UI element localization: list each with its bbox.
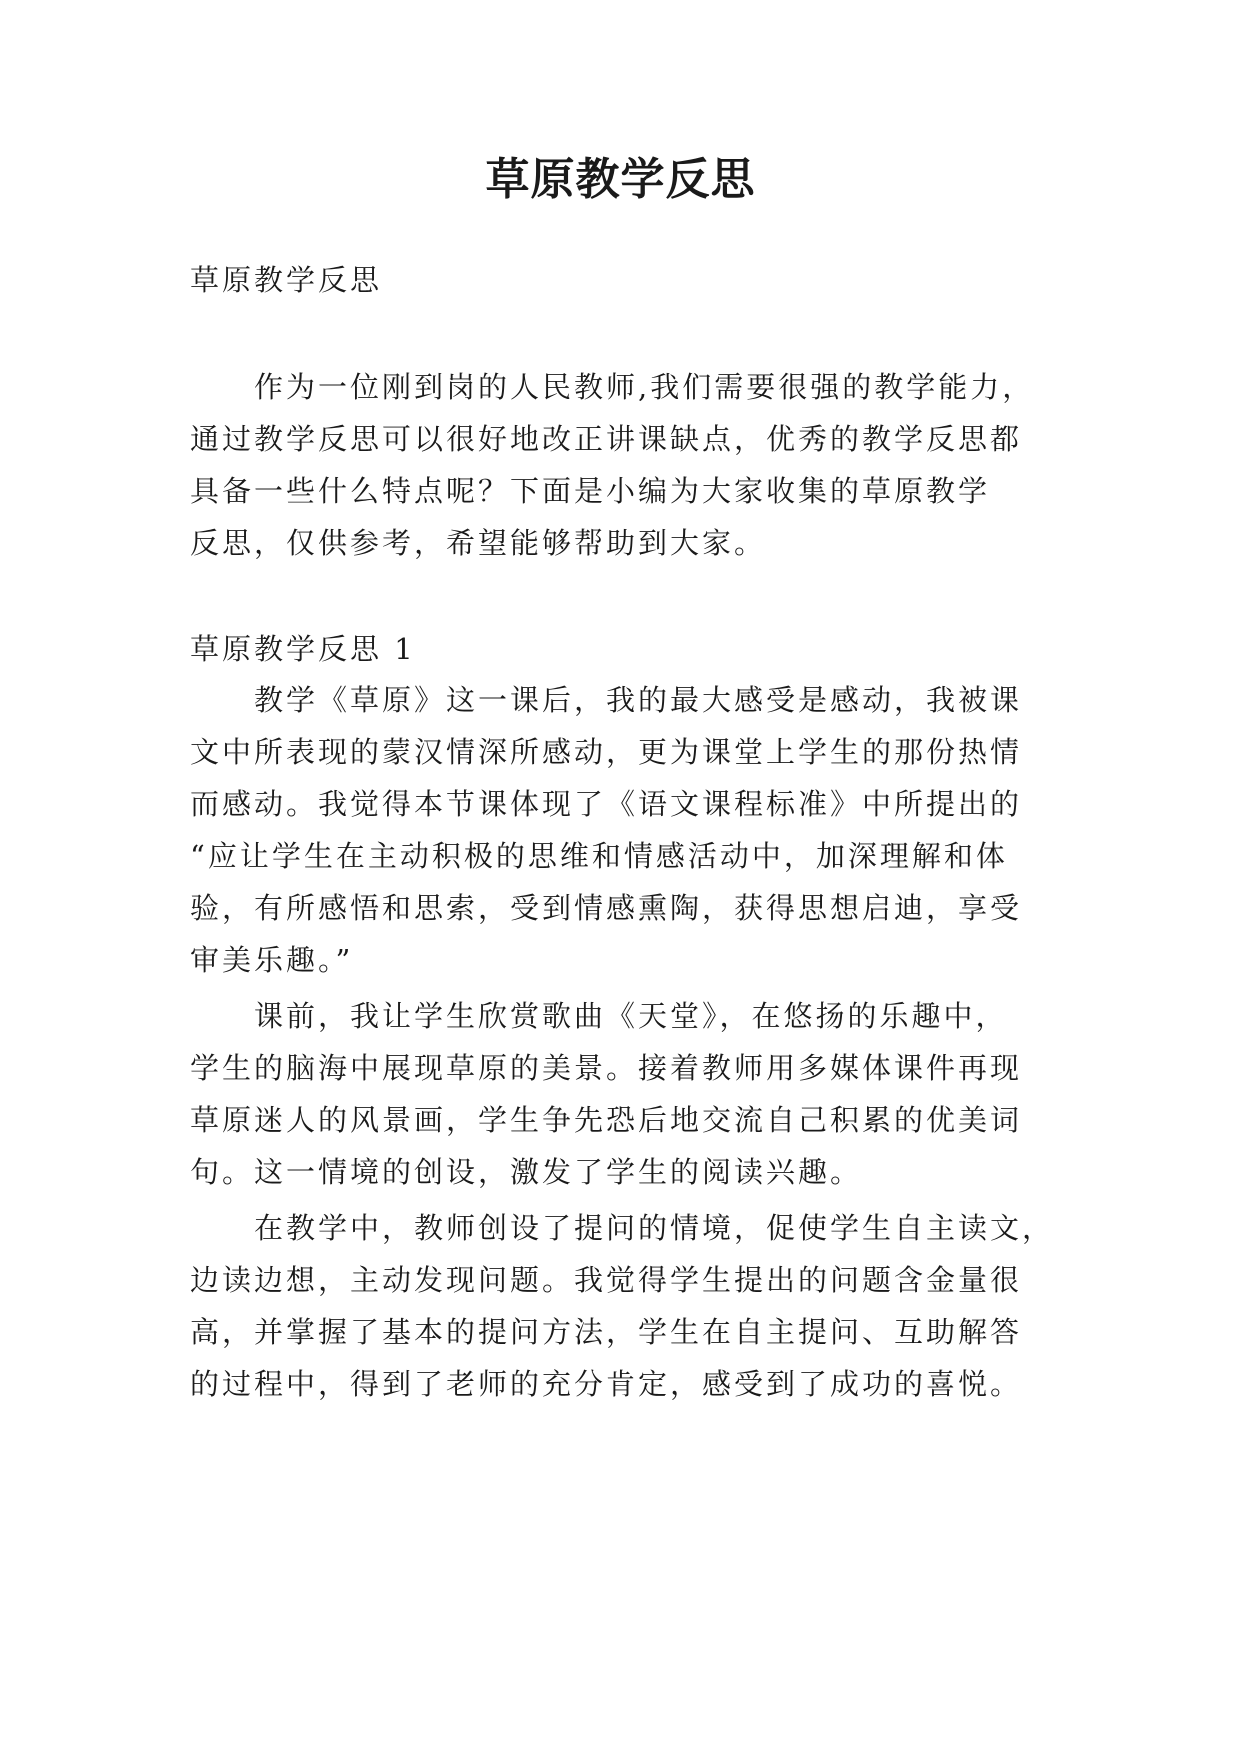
- intro-line: 作为一位刚到岗的人民教师,我们需要很强的教学能力，: [254, 370, 1035, 404]
- document-title: 草原教学反思: [485, 154, 756, 205]
- paragraph-line: 边读边想，主动发现问题。我觉得学生提出的问题含金量很: [190, 1263, 1023, 1297]
- paragraph-line: “应让学生在主动积极的思维和情感活动中，加深理解和体: [190, 839, 1008, 873]
- paragraph-line: 的过程中，得到了老师的充分肯定，感受到了成功的喜悦。: [190, 1367, 1023, 1401]
- intro-line: 通过教学反思可以很好地改正讲课缺点，优秀的教学反思都: [190, 422, 1023, 456]
- intro-line: 具备一些什么特点呢？下面是小编为大家收集的草原教学: [190, 474, 991, 508]
- document-subtitle: 草原教学反思: [190, 263, 383, 297]
- paragraph-line: 在教学中，教师创设了提问的情境，促使学生自主读文，: [254, 1211, 1055, 1245]
- paragraph-line: 课前，我让学生欣赏歌曲《天堂》，在悠扬的乐趣中，: [254, 999, 1008, 1033]
- paragraph-line: 而感动。我觉得本节课体现了《语文课程标准》中所提出的: [190, 787, 1023, 821]
- paragraph-line: 句。这一情境的创设，激发了学生的阅读兴趣。: [190, 1155, 863, 1189]
- paragraph-line: 审美乐趣。”: [190, 943, 354, 977]
- paragraph-line: 文中所表现的蒙汉情深所感动，更为课堂上学生的那份热情: [190, 735, 1023, 769]
- paragraph-line: 高，并掌握了基本的提问方法，学生在自主提问、互助解答: [190, 1315, 1023, 1349]
- paragraph-line: 验，有所感悟和思索，受到情感熏陶，获得思想启迪，享受: [190, 891, 1023, 925]
- section-heading: 草原教学反思 1: [190, 632, 416, 666]
- paragraph-line: 草原迷人的风景画，学生争先恐后地交流自己积累的优美词: [190, 1103, 1023, 1137]
- intro-line: 反思，仅供参考，希望能够帮助到大家。: [190, 526, 767, 560]
- paragraph-line: 学生的脑海中展现草原的美景。接着教师用多媒体课件再现: [190, 1051, 1023, 1085]
- paragraph-line: 教学《草原》这一课后，我的最大感受是感动，我被课: [254, 683, 1023, 717]
